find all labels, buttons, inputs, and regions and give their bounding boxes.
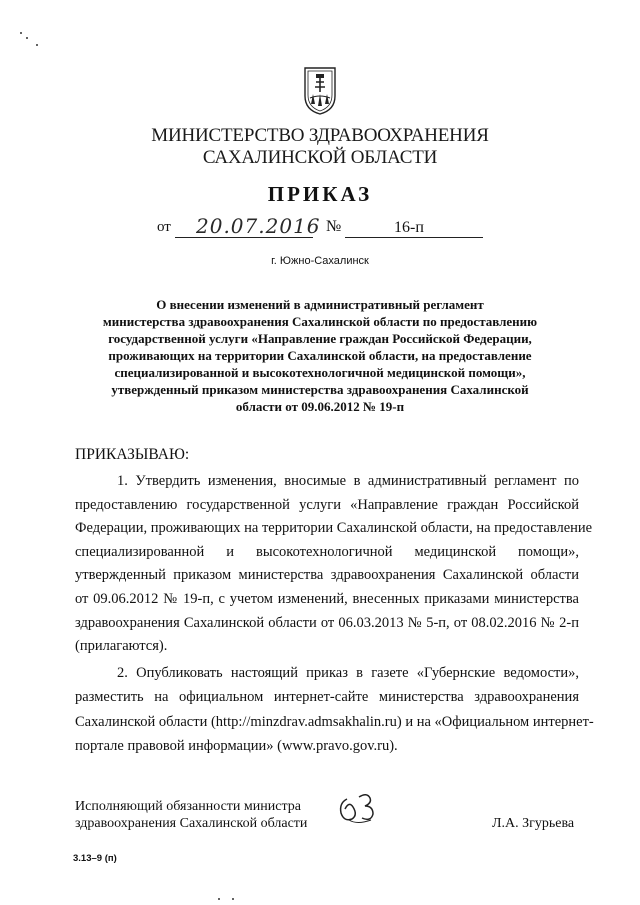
scan-speck [26, 37, 28, 39]
ministry-name-line2: САХАЛИНСКОЙ ОБЛАСТИ [202, 147, 438, 168]
paragraph-1 [75, 470, 593, 659]
city-name: г. Южно-Сахалинск [271, 255, 369, 267]
scan-speck [20, 32, 22, 34]
document-type: ПРИКАЗ [267, 182, 373, 206]
order-title [70, 296, 570, 415]
sakhalin-coat-of-arms-icon [303, 66, 337, 116]
paragraph-line: 1. Утвердить изменения, вносимые в административный регламент по [117, 473, 579, 489]
title-line: специализированной и высокотехнологичной медицинской помощи», [114, 365, 526, 380]
signer-position-line1: Исполняющий обязанности министра [75, 799, 301, 814]
title-line: министерства здравоохранения Сахалинской области по предоставлению [102, 314, 538, 329]
scan-speck [232, 898, 234, 900]
signer-name: Л.А. Згурьева [492, 816, 575, 831]
paragraph-line: портале правовой информации» (www.pravo.gov.ru). [75, 737, 398, 754]
date-underline [175, 237, 313, 238]
title-line: государственной услуги «Направление граждан Российской Федерации, [108, 331, 532, 346]
paragraph-line: от 09.06.2012 № 19-п, с учетом изменений, внесенных приказами министерства [75, 590, 579, 607]
scan-speck [218, 898, 220, 900]
scan-speck [36, 44, 38, 46]
ministry-name-line1: МИНИСТЕРСТВО ЗДРАВООХРАНЕНИЯ [151, 125, 489, 146]
paragraph-line: разместить на официальном интернет-сайте министерства здравоохранения [75, 689, 579, 706]
orders-heading: ПРИКАЗЫВАЮ: [75, 446, 190, 463]
paragraph-line: предоставлению государственной услуги «Направление граждан Российской [75, 496, 579, 513]
form-code: 3.13–9 (п) [73, 853, 117, 864]
date-label: от [157, 219, 171, 235]
paragraph-line: Федерации, проживающих на территории Сахалинской области, на предоставление [75, 520, 593, 537]
title-line: О внесении изменений в административный регламент [156, 297, 484, 312]
handwritten-signature-icon [335, 789, 385, 827]
handwritten-date: 20.07.2016 [196, 214, 321, 238]
order-number: 16-п [394, 219, 424, 236]
title-line: проживающих на территории Сахалинской области, на предоставление [108, 348, 532, 363]
paragraph-line: Сахалинской области (http://minzdrav.admsakhalin.ru) и на «Официальном интернет- [75, 713, 594, 730]
title-line: утвержденный приказом министерства здравоохранения Сахалинской [111, 382, 529, 397]
title-line: области от 09.06.2012 № 19-п [235, 399, 405, 414]
paragraph-2 [75, 661, 594, 758]
number-label: № [326, 218, 342, 235]
number-underline [345, 237, 483, 238]
paragraph-line: 2. Опубликовать настоящий приказ в газете «Губернские ведомости», [117, 665, 579, 681]
paragraph-line: утвержденный приказом министерства здравоохранения Сахалинской области [75, 567, 579, 584]
paragraph-line: здравоохранения Сахалинской области от 06.03.2013 № 5-п, от 08.02.2016 № 2-п [75, 614, 579, 631]
paragraph-line: специализированной и высокотехнологичной медицинской помощи», [75, 543, 579, 560]
signer-position-line2: здравоохранения Сахалинской области [75, 816, 308, 831]
paragraph-line: (прилагаются). [75, 638, 168, 655]
